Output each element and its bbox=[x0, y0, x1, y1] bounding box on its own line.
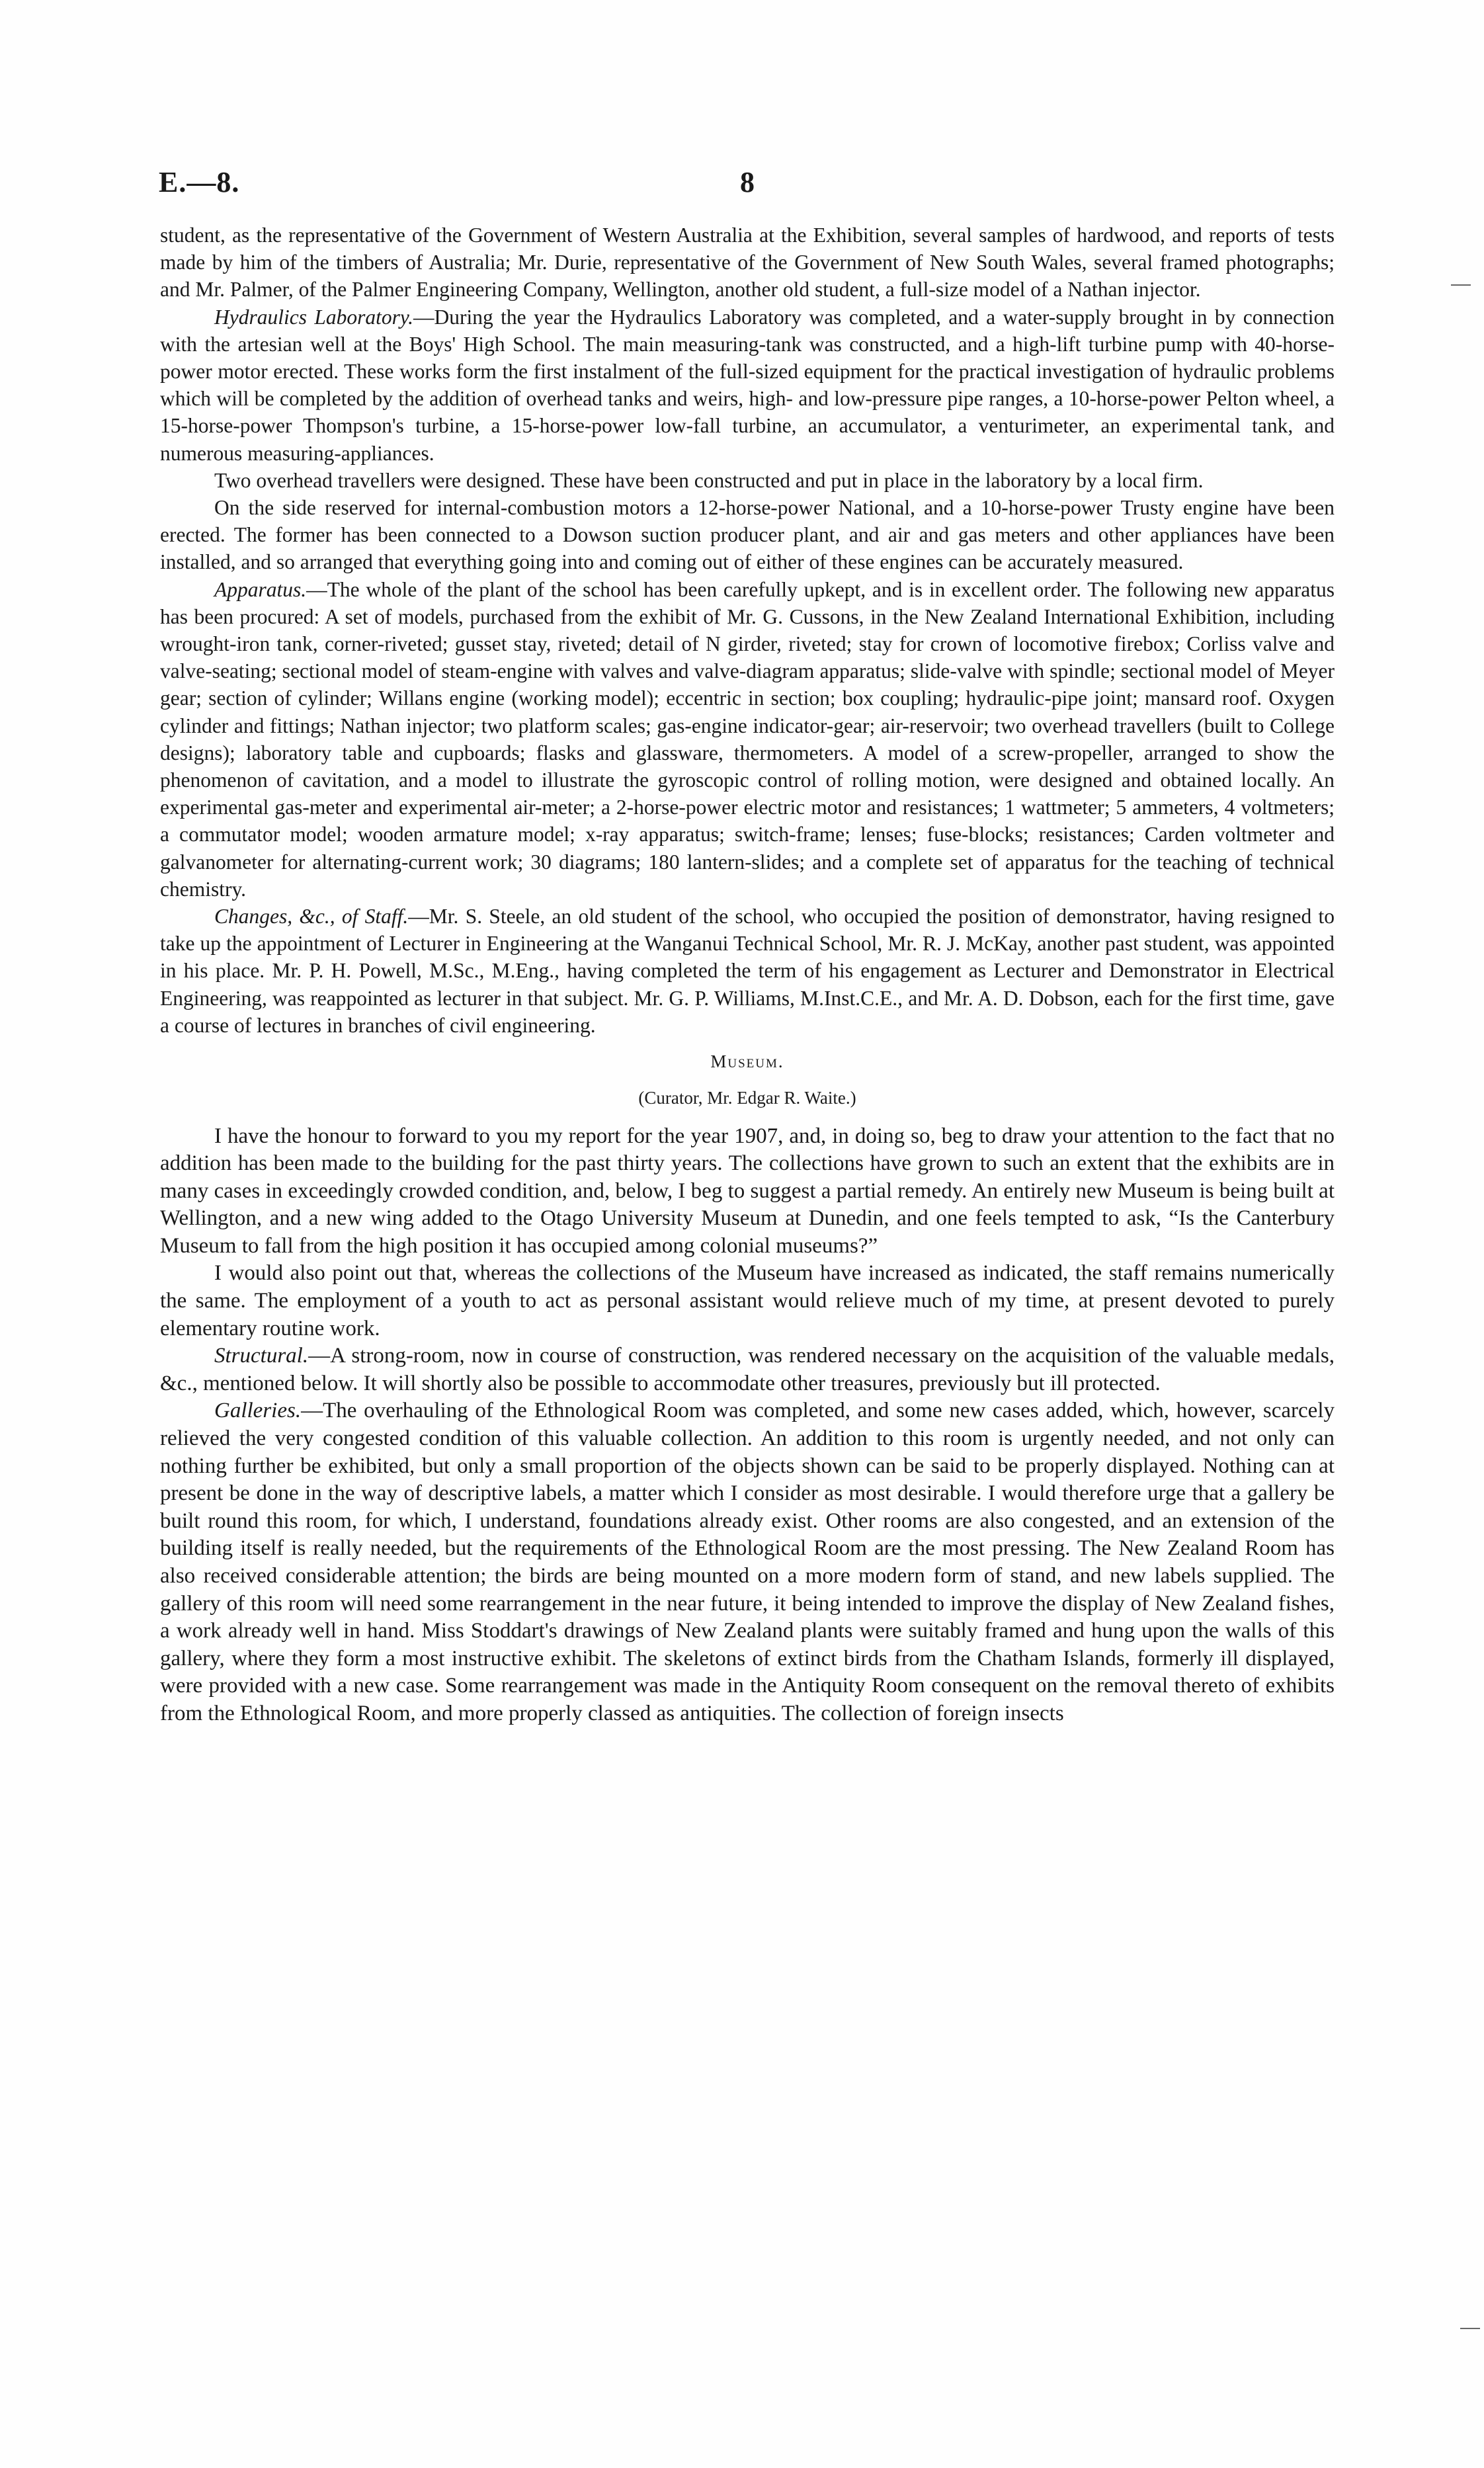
paragraph-overhead-travellers: Two overhead travellers were designed. These have been constructed and put in place in the laboratory by a local firm. bbox=[214, 468, 1204, 492]
galleries-heading: Galleries. bbox=[214, 1399, 302, 1423]
report-reference: E.—8. bbox=[159, 166, 240, 198]
hydraulics-laboratory-heading: Hydraulics Laboratory. bbox=[214, 305, 414, 329]
paragraph-museum-report: I have the honour to forward to you my report for the year 1907, and, in doing so, beg to draw your attention to the fact that no addition has been made to the building for the past thirty years. The collections have grown to such an extent that the exhibits are in many cases in exceedingly crowded condition, and, below, I beg to suggest a partial remedy. An entirely new Museum is being built at Wellington, and a new wing added to the Otago University Museum at Dunedin, and one feels tempted to ask, “Is the Canterbury Museum to fall from the high position it has occupied among colonial museums?” bbox=[160, 1124, 1335, 1258]
apparatus-heading: Apparatus. bbox=[214, 577, 307, 601]
museum-curator: (Curator, Mr. Edgar R. Waite.) bbox=[638, 1088, 856, 1108]
paragraph-galleries bbox=[160, 1397, 1335, 1727]
margin-mark bbox=[1460, 2328, 1480, 2329]
apparatus-text: —The whole of the plant of the school has been carefully upkept, and is in excellent order. The following new apparatus has been procured: A set of models, purchased from the exhibit of Mr. G. Cussons, in the New Zealand International Exhibition, including wrought-iron tank, corner-riveted; gusset stay, riveted; detail of N girder, riveted; stay for crown of locomotive firebox; Corliss valve and valve-seating; sectional model of steam-engine with valves and valve-diagram apparatus; slide-valve with spindle; sectional model of Meyer gear; section of cylinder; Willans engine (working model); eccentric in section; box coupling; hydraulic-pipe joint; mansard roof. Oxygen cylinder and fittings; Nathan injector; two platform scales; gas-engine indicator-gear; air-reservoir; two overhead travellers (built to College designs); laboratory table and cupboards; flasks and glassware, thermometers. A model of a screw-propeller, arranged to show the phenomenon of cavitation, and a model to illustrate the gyroscopic control of rolling motion, were designed and obtained locally. An experimental gas-meter and experimental air-meter; a 2-horse-power electric motor and resistances; 1 wattmeter; 5 ammeters, 4 voltmeters; a commutator model; wooden armature model; x-ray apparatus; switch-frame; lenses; fuse-blocks; resistances; Carden voltmeter and galvanometer for alternating-current work; 30 diagrams; 180 lantern-slides; and a complete set of apparatus for the teaching of technical chemistry. bbox=[160, 577, 1335, 901]
paragraph-apparatus bbox=[160, 576, 1335, 903]
paragraph-hydraulics-laboratory bbox=[160, 304, 1335, 467]
museum-heading: Museum. bbox=[710, 1051, 784, 1072]
paragraph-staff-changes bbox=[160, 903, 1335, 1039]
paragraph-museum-staff: I would also point out that, whereas the collections of the Museum have increased as indicated, the staff remains numerically the same. The employment of a youth to act as personal assistant would relieve much of my time, at present devoted to purely elementary routine work. bbox=[160, 1261, 1335, 1340]
page-header bbox=[159, 165, 1336, 205]
body-text bbox=[160, 222, 1335, 1728]
galleries-text: —The overhauling of the Ethnological Room was completed, and some new cases added, which, however, scarcely relieved the very congested condition of this valuable collection. An addition to this room is urgently needed, and not only can nothing further be exhibited, but only a small proportion of the objects shown can be said to be properly displayed. Nothing can at present be done in the way of descriptive labels, a matter which I consider as most desirable. I would therefore urge that a gallery be built round this room, for which, I understand, foundations already exist. Other rooms are also congested, and an extension of the building itself is really needed, but the requirements of the Ethnological Room are the most pressing. The New Zealand Room has also received considerable attention; the birds are being mounted on a more modern form of stand, and new labels supplied. The gallery of this room will need some rearrangement in the near future, it being intended to improve the display of New Zealand fishes, a work already well in hand. Miss Stoddart's drawings of New Zealand plants were suitably framed and hung upon the walls of this gallery, where they form a most instructive exhibit. The skeletons of extinct birds from the Chatham Islands, formerly ill displayed, were provided with a new case. Some rearrangement was made in the Antiquity Room consequent on the removal thereto of exhibits from the Ethnological Room, and more properly classed as antiquities. The collection of foreign insects bbox=[160, 1399, 1335, 1725]
staff-changes-heading: Changes, &c., of Staff. bbox=[214, 905, 409, 928]
structural-text: —A strong-room, now in course of construction, was rendered necessary on the acquisition of the valuable medals, &c., mentioned below. It will shortly also be possible to accommodate other treasures, previously but ill protected. bbox=[160, 1344, 1335, 1395]
page-number: 8 bbox=[740, 166, 755, 198]
hydraulics-laboratory-text: —During the year the Hydraulics Laboratory was completed, and a water-supply brought in by connection with the artesian well at the Boys' High School. The main measuring-tank was constructed, and a high-lift turbine pump with 40-horse-power motor erected. These works form the first instalment of the full-sized equipment for the practical investigation of hydraulic problems which will be completed by the addition of overhead tanks and weirs, high- and low-pressure pipe ranges, a 10-horse-power Pelton wheel, a 15-horse-power Thompson's turbine, a 15-horse-power low-fall turbine, an accumulator, a venturimeter, an experimental tank, and numerous measuring-appliances. bbox=[160, 305, 1335, 465]
paragraph-exhibition-gifts: student, as the representative of the Government of Western Australia at the Exhibition, several samples of hardwood, and reports of tests made by him of the timbers of Australia; Mr. Durie, representative of the Government of New South Wales, several framed photographs; and Mr. Palmer, of the Palmer Engineering Company, Wellington, another old student, a full-size model of a Nathan injector. bbox=[160, 224, 1335, 302]
paragraph-structural bbox=[160, 1342, 1335, 1397]
structural-heading: Structural. bbox=[214, 1344, 309, 1368]
staff-changes-text: —Mr. S. Steele, an old student of the school, who occupied the position of demonstrator, having resigned to take up the appointment of Lecturer in Engineering at the Wanganui Technical School, Mr. R. J. McKay, another past student, was appointed in his place. Mr. P. H. Powell, M.Sc., M.Eng., having completed the term of his engagement as Lecturer and Demonstrator in Electrical Engineering, was reappointed as lecturer in that subject. Mr. G. P. Williams, M.Inst.C.E., and Mr. A. D. Dobson, each for the first time, gave a course of lectures in branches of civil engineering. bbox=[160, 905, 1335, 1037]
paragraph-internal-combustion: On the side reserved for internal-combustion motors a 12-horse-power National, and a 10-horse-power Trusty engine have been erected. The former has been connected to a Dowson suction producer plant, and air and gas meters and other appliances have been installed, and so arranged that everything going into and coming out of either of these engines can be accurately measured. bbox=[160, 496, 1335, 574]
margin-mark bbox=[1451, 284, 1471, 286]
